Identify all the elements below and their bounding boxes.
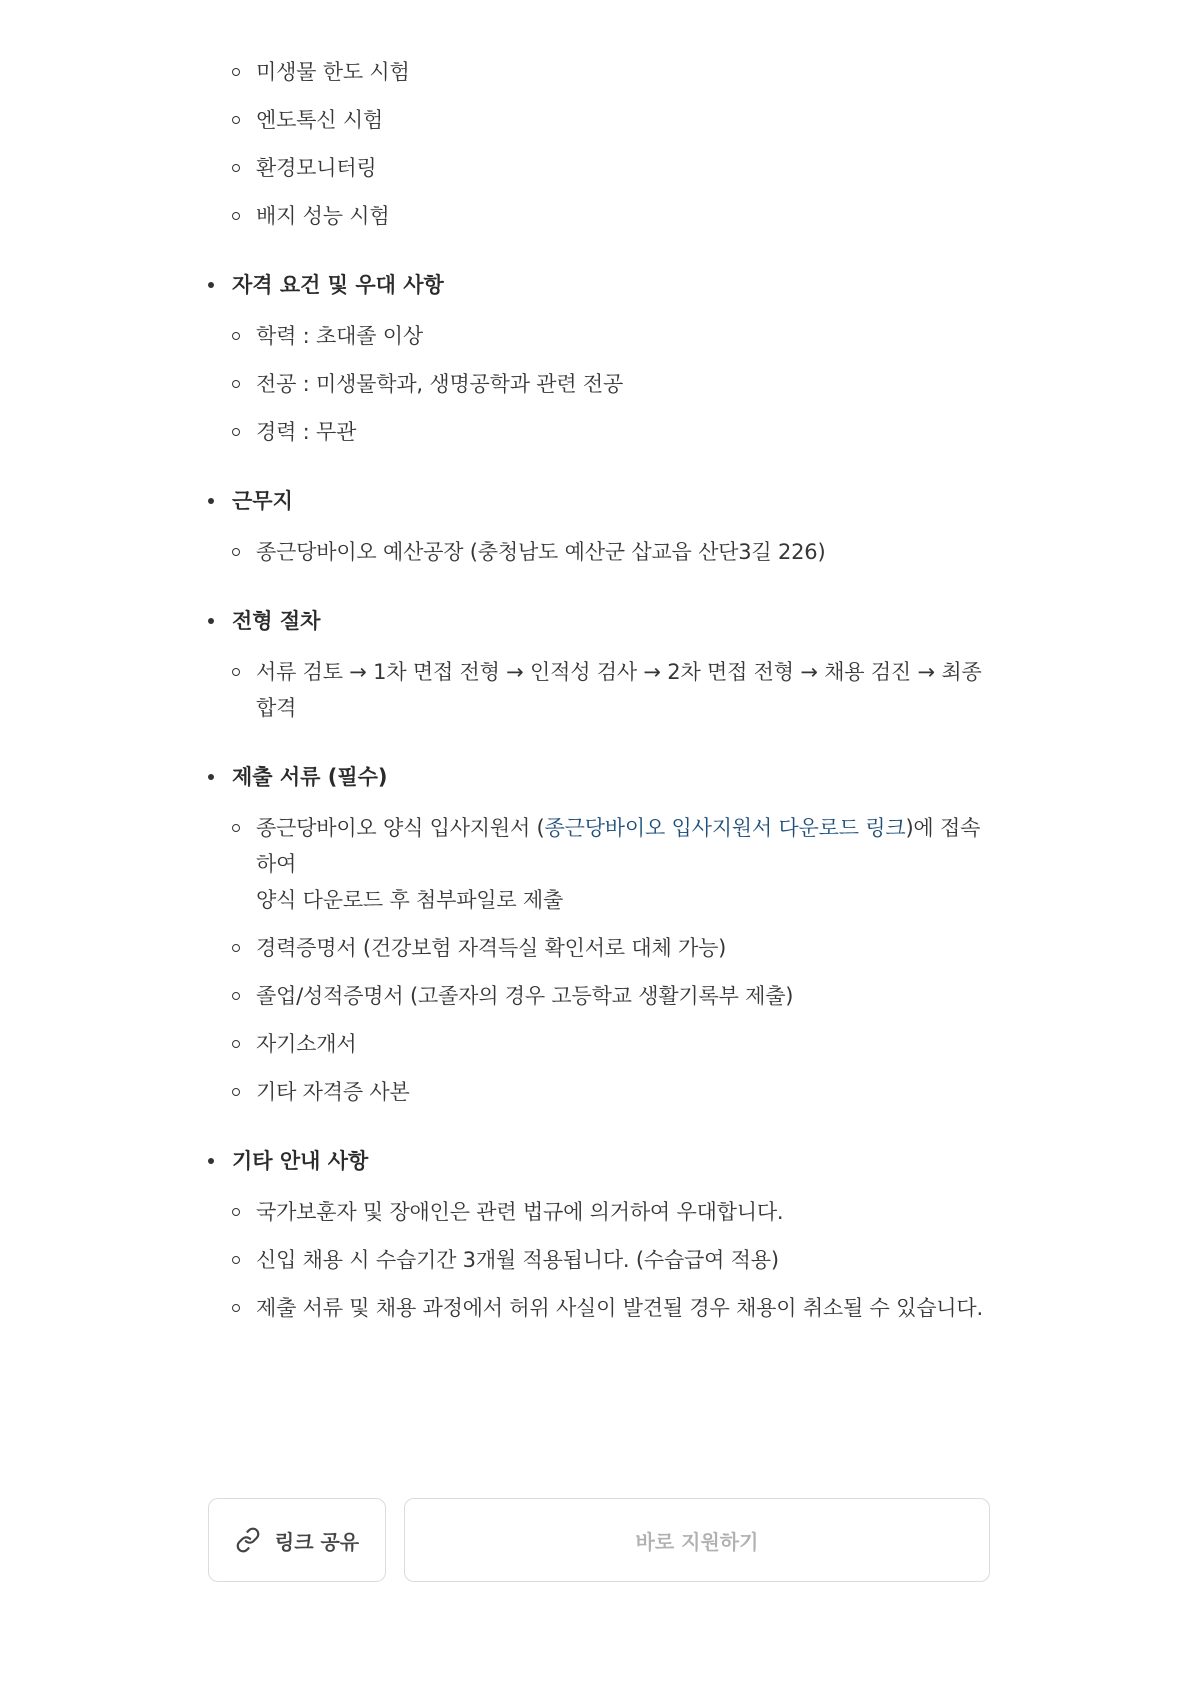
form-text-line2: 양식 다운로드 후 첨부파일로 제출	[256, 888, 564, 912]
list-item: 경력 : 무관	[256, 414, 996, 450]
share-link-label: 링크 공유	[274, 1529, 360, 1554]
section-title: 근무지	[232, 486, 996, 516]
apply-now-button[interactable]	[404, 1498, 990, 1582]
list-item: 환경모니터링	[256, 150, 996, 186]
section-qualifications	[206, 270, 996, 450]
section-title: 자격 요건 및 우대 사항	[232, 270, 996, 300]
list-item: 국가보훈자 및 장애인은 관련 법규에 의거하여 우대합니다.	[256, 1194, 996, 1230]
list-item: 경력증명서 (건강보험 자격득실 확인서로 대체 가능)	[256, 930, 996, 966]
link-icon	[235, 1527, 261, 1553]
share-link-button[interactable]	[208, 1498, 386, 1582]
documents-list	[232, 810, 996, 1110]
job-posting-content	[206, 54, 996, 1362]
list-item: 자기소개서	[256, 1026, 996, 1062]
list-item: 엔도톡신 시험	[256, 102, 996, 138]
list-item: 학력 : 초대졸 이상	[256, 318, 996, 354]
section-title: 제출 서류 (필수)	[232, 762, 996, 792]
section-notes	[206, 1146, 996, 1326]
list-item-application-form	[256, 810, 996, 918]
test-items-list	[206, 54, 996, 234]
section-process	[206, 606, 996, 726]
process-list	[232, 654, 996, 726]
list-item: 제출 서류 및 채용 과정에서 허위 사실이 발견될 경우 채용이 취소될 수 있습니다.	[256, 1290, 996, 1326]
application-form-download-link[interactable]: 종근당바이오 입사지원서 다운로드 링크	[544, 816, 906, 840]
list-item: 미생물 한도 시험	[256, 54, 996, 90]
form-text-prefix: 종근당바이오 양식 입사지원서 (	[256, 816, 545, 840]
notes-list	[232, 1194, 996, 1326]
section-location	[206, 486, 996, 570]
action-bar	[208, 1498, 990, 1584]
section-documents	[206, 762, 996, 1110]
list-item: 전공 : 미생물학과, 생명공학과 관련 전공	[256, 366, 996, 402]
list-item: 기타 자격증 사본	[256, 1074, 996, 1110]
location-list	[232, 534, 996, 570]
form-text-suffix: )에 접속하여	[256, 816, 981, 876]
section-title: 기타 안내 사항	[232, 1146, 996, 1176]
apply-now-label: 바로 지원하기	[635, 1529, 759, 1554]
list-item: 배지 성능 시험	[256, 198, 996, 234]
list-item: 신입 채용 시 수습기간 3개월 적용됩니다. (수습급여 적용)	[256, 1242, 996, 1278]
list-item: 서류 검토 → 1차 면접 전형 → 인적성 검사 → 2차 면접 전형 → 채용 검진 → 최종 합격	[256, 654, 996, 726]
qualifications-list	[232, 318, 996, 450]
section-title: 전형 절차	[232, 606, 996, 636]
list-item: 졸업/성적증명서 (고졸자의 경우 고등학교 생활기록부 제출)	[256, 978, 996, 1014]
list-item: 종근당바이오 예산공장 (충청남도 예산군 삽교읍 산단3길 226)	[256, 534, 996, 570]
